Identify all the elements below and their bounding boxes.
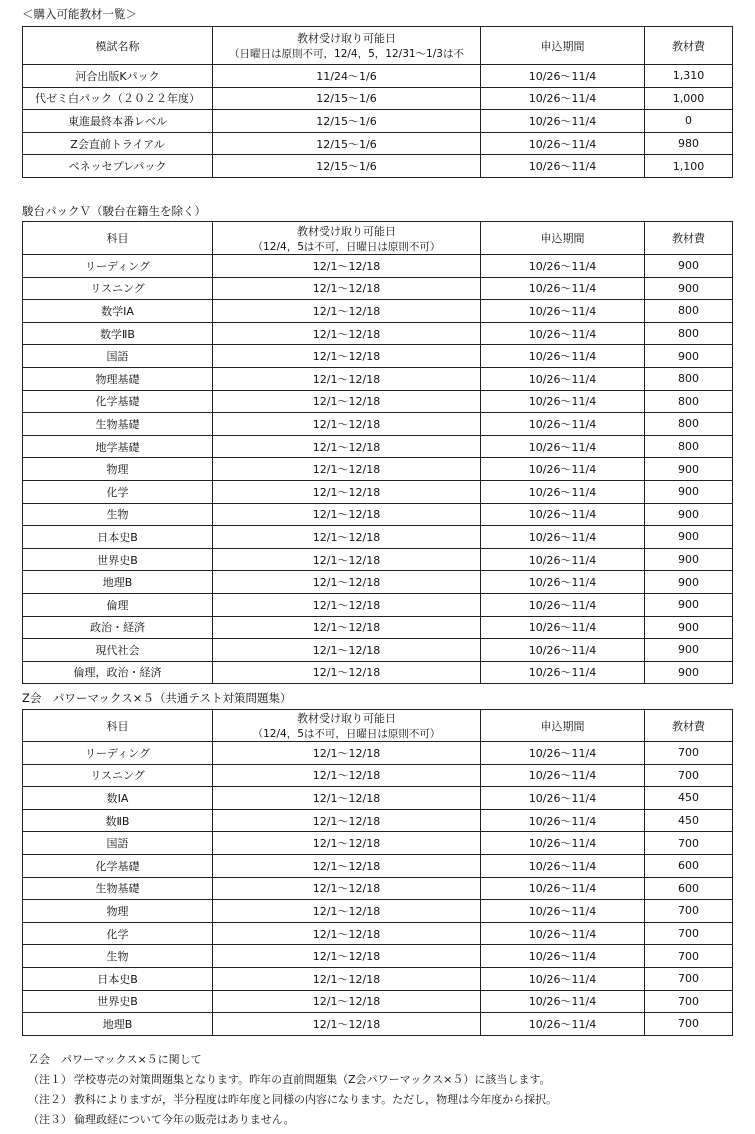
subject-cell: 生物基礎	[23, 877, 213, 900]
receive-date-cell: 12/1～12/18	[213, 787, 481, 810]
fee-cell: 900	[645, 458, 733, 481]
note-text: 教科によりますが，半分程度は昨年度と同様の内容になります。ただし，物理は今年度から採択。	[74, 1093, 558, 1106]
fee-cell: 900	[645, 548, 733, 571]
application-period-cell: 10/26～11/4	[481, 435, 645, 458]
application-period-cell: 10/26～11/4	[481, 742, 645, 765]
receive-date-cell: 12/1～12/18	[213, 435, 481, 458]
table-row	[23, 639, 733, 662]
fee-cell: 900	[645, 593, 733, 616]
receive-date-cell: 12/1～12/18	[213, 345, 481, 368]
receive-date-cell: 12/1～12/18	[213, 832, 481, 855]
exam-name-cell: Z会直前トライアル	[23, 132, 213, 155]
fee-cell: 900	[645, 616, 733, 639]
header-fee: 教材費	[645, 710, 733, 742]
fee-cell: 700	[645, 1013, 733, 1036]
application-period-cell: 10/26～11/4	[481, 967, 645, 990]
fee-cell: 600	[645, 854, 733, 877]
table-row	[23, 345, 733, 368]
receive-date-cell: 12/1～12/18	[213, 945, 481, 968]
application-period-cell: 10/26～11/4	[481, 300, 645, 323]
fee-cell: 700	[645, 900, 733, 923]
receive-date-cell: 12/1～12/18	[213, 900, 481, 923]
header-receive-line2: （12/4，5は不可，日曜日は原則不可）	[252, 728, 441, 740]
fee-cell: 800	[645, 413, 733, 436]
table-row	[23, 132, 733, 155]
receive-date-cell: 12/1～12/18	[213, 593, 481, 616]
application-period-cell: 10/26～11/4	[481, 854, 645, 877]
subject-cell: 生物基礎	[23, 413, 213, 436]
table-row	[23, 110, 733, 133]
subject-cell: 国語	[23, 345, 213, 368]
subject-cell: 数ⅡB	[23, 809, 213, 832]
fee-cell: 1,000	[645, 87, 733, 110]
table-row	[23, 809, 733, 832]
application-period-cell: 10/26～11/4	[481, 548, 645, 571]
subject-cell: 生物	[23, 945, 213, 968]
receive-date-cell: 12/1～12/18	[213, 990, 481, 1013]
subject-cell: 世界史B	[23, 990, 213, 1013]
receive-date-cell: 12/1～12/18	[213, 661, 481, 684]
table-row	[23, 435, 733, 458]
application-period-cell: 10/26～11/4	[481, 809, 645, 832]
receive-date-cell: 12/1～12/18	[213, 967, 481, 990]
fee-cell: 900	[645, 639, 733, 662]
receive-date-cell: 12/1～12/18	[213, 367, 481, 390]
receive-date-cell: 12/1～12/18	[213, 390, 481, 413]
application-period-cell: 10/26～11/4	[481, 87, 645, 110]
application-period-cell: 10/26～11/4	[481, 322, 645, 345]
table2-header-row	[23, 222, 733, 255]
fee-cell: 700	[645, 990, 733, 1013]
notes-list	[28, 1070, 557, 1130]
table-row	[23, 616, 733, 639]
receive-date-cell: 12/1～12/18	[213, 571, 481, 594]
subject-cell: リスニング	[23, 277, 213, 300]
fee-cell: 0	[645, 110, 733, 133]
table-row	[23, 854, 733, 877]
table3-caption: Z会 パワーマックス×５（共通テスト対策問題集）	[22, 691, 292, 705]
table1-caption: ＜購入可能教材一覧＞	[22, 7, 137, 21]
fee-cell: 700	[645, 922, 733, 945]
table-row	[23, 967, 733, 990]
table-row	[23, 764, 733, 787]
header-receive	[213, 710, 481, 742]
table-row	[23, 367, 733, 390]
table1-header-row	[23, 27, 733, 65]
subject-cell: 化学基礎	[23, 390, 213, 413]
application-period-cell: 10/26～11/4	[481, 255, 645, 278]
subject-cell: 現代社会	[23, 639, 213, 662]
table-row	[23, 787, 733, 810]
receive-date-cell: 12/1～12/18	[213, 922, 481, 945]
table-row	[23, 900, 733, 923]
subject-cell: 地理B	[23, 571, 213, 594]
receive-date-cell: 12/1～12/18	[213, 503, 481, 526]
application-period-cell: 10/26～11/4	[481, 616, 645, 639]
application-period-cell: 10/26～11/4	[481, 639, 645, 662]
table-row	[23, 458, 733, 481]
table-row	[23, 87, 733, 110]
fee-cell: 800	[645, 390, 733, 413]
header-receive-line2: （日曜日は原則不可，12/4，5，12/31～1/3は不	[229, 48, 464, 60]
table-row	[23, 65, 733, 88]
subject-cell: 化学	[23, 480, 213, 503]
fee-cell: 980	[645, 132, 733, 155]
receive-date-cell: 12/1～12/18	[213, 300, 481, 323]
table-row	[23, 661, 733, 684]
header-receive-line1: 教材受け取り可能日	[297, 712, 396, 725]
receive-date-cell: 12/15～1/6	[213, 87, 481, 110]
receive-date-cell: 12/1～12/18	[213, 742, 481, 765]
table2-body	[23, 255, 733, 684]
receive-date-cell: 12/1～12/18	[213, 480, 481, 503]
header-period: 申込期間	[481, 27, 645, 65]
header-receive-line2: （12/4，5は不可，日曜日は原則不可）	[252, 240, 441, 253]
fee-cell: 450	[645, 809, 733, 832]
application-period-cell: 10/26～11/4	[481, 503, 645, 526]
header-receive	[213, 222, 481, 255]
receive-date-cell: 12/1～12/18	[213, 458, 481, 481]
fee-cell: 900	[645, 503, 733, 526]
application-period-cell: 10/26～11/4	[481, 110, 645, 133]
table-row	[23, 742, 733, 765]
table3-header-row	[23, 710, 733, 742]
subject-cell: 化学基礎	[23, 854, 213, 877]
fee-cell: 900	[645, 571, 733, 594]
receive-date-cell: 12/1～12/18	[213, 809, 481, 832]
application-period-cell: 10/26～11/4	[481, 277, 645, 300]
fee-cell: 800	[645, 367, 733, 390]
header-period: 申込期間	[481, 710, 645, 742]
receive-date-cell: 12/1～12/18	[213, 764, 481, 787]
table-row	[23, 571, 733, 594]
table-row	[23, 945, 733, 968]
table-row	[23, 480, 733, 503]
receive-date-cell: 12/1～12/18	[213, 255, 481, 278]
application-period-cell: 10/26～11/4	[481, 1013, 645, 1036]
fee-cell: 900	[645, 661, 733, 684]
receive-date-cell: 12/15～1/6	[213, 110, 481, 133]
receive-date-cell: 12/1～12/18	[213, 548, 481, 571]
receive-date-cell: 12/1～12/18	[213, 639, 481, 662]
header-receive-line1: 教材受け取り可能日	[297, 224, 396, 238]
application-period-cell: 10/26～11/4	[481, 458, 645, 481]
application-period-cell: 10/26～11/4	[481, 945, 645, 968]
application-period-cell: 10/26～11/4	[481, 571, 645, 594]
subject-cell: リーディング	[23, 742, 213, 765]
subject-cell: 世界史B	[23, 548, 213, 571]
table2-caption: 駿台パックＶ（駿台在籍生を除く）	[22, 204, 206, 218]
notes	[28, 1050, 557, 1130]
subject-cell: 数ⅠA	[23, 787, 213, 810]
fee-cell: 900	[645, 526, 733, 549]
application-period-cell: 10/26～11/4	[481, 990, 645, 1013]
header-period: 申込期間	[481, 222, 645, 255]
subject-cell: 物理	[23, 458, 213, 481]
note-text: 学校専売の対策問題集となります。昨年の直前問題集（Z会パワーマックス×５）に該当します。	[74, 1073, 551, 1086]
fee-cell: 900	[645, 345, 733, 368]
application-period-cell: 10/26～11/4	[481, 367, 645, 390]
subject-cell: 倫理，政治・経済	[23, 661, 213, 684]
exam-name-cell: ベネッセプレパック	[23, 155, 213, 178]
table-row	[23, 526, 733, 549]
table-row	[23, 548, 733, 571]
table1	[22, 26, 733, 178]
note-tag: （注２）	[28, 1093, 72, 1106]
fee-cell: 800	[645, 322, 733, 345]
application-period-cell: 10/26～11/4	[481, 132, 645, 155]
note-item	[28, 1090, 557, 1110]
fee-cell: 700	[645, 742, 733, 765]
subject-cell: 倫理	[23, 593, 213, 616]
receive-date-cell: 12/1～12/18	[213, 277, 481, 300]
receive-date-cell: 11/24～1/6	[213, 65, 481, 88]
table-row	[23, 832, 733, 855]
application-period-cell: 10/26～11/4	[481, 345, 645, 368]
subject-cell: 生物	[23, 503, 213, 526]
application-period-cell: 10/26～11/4	[481, 155, 645, 178]
fee-cell: 1,310	[645, 65, 733, 88]
application-period-cell: 10/26～11/4	[481, 922, 645, 945]
table3	[22, 709, 733, 1036]
note-tag: （注３）	[28, 1113, 72, 1126]
header-fee: 教材費	[645, 222, 733, 255]
table-row	[23, 877, 733, 900]
fee-cell: 800	[645, 435, 733, 458]
application-period-cell: 10/26～11/4	[481, 526, 645, 549]
table-row	[23, 255, 733, 278]
note-tag: （注１）	[28, 1073, 72, 1086]
table-row	[23, 155, 733, 178]
receive-date-cell: 12/15～1/6	[213, 132, 481, 155]
subject-cell: 地理B	[23, 1013, 213, 1036]
table-row	[23, 277, 733, 300]
receive-date-cell: 12/1～12/18	[213, 526, 481, 549]
application-period-cell: 10/26～11/4	[481, 593, 645, 616]
header-subject: 科目	[23, 710, 213, 742]
fee-cell: 900	[645, 277, 733, 300]
subject-cell: 政治・経済	[23, 616, 213, 639]
table-row	[23, 990, 733, 1013]
application-period-cell: 10/26～11/4	[481, 900, 645, 923]
table-row	[23, 503, 733, 526]
header-receive-line1: 教材受け取り可能日	[297, 32, 396, 45]
fee-cell: 900	[645, 255, 733, 278]
subject-cell: 日本史B	[23, 526, 213, 549]
subject-cell: 日本史B	[23, 967, 213, 990]
header-name: 模試名称	[23, 27, 213, 65]
subject-cell: 数学ⅡB	[23, 322, 213, 345]
application-period-cell: 10/26～11/4	[481, 390, 645, 413]
application-period-cell: 10/26～11/4	[481, 65, 645, 88]
header-receive	[213, 27, 481, 65]
subject-cell: 地学基礎	[23, 435, 213, 458]
fee-cell: 700	[645, 967, 733, 990]
note-item	[28, 1110, 557, 1130]
fee-cell: 1,100	[645, 155, 733, 178]
fee-cell: 900	[645, 480, 733, 503]
receive-date-cell: 12/1～12/18	[213, 413, 481, 436]
application-period-cell: 10/26～11/4	[481, 764, 645, 787]
note-text: 倫理政経について今年の販売はありません。	[74, 1113, 295, 1126]
receive-date-cell: 12/1～12/18	[213, 854, 481, 877]
receive-date-cell: 12/1～12/18	[213, 877, 481, 900]
fee-cell: 600	[645, 877, 733, 900]
receive-date-cell: 12/1～12/18	[213, 616, 481, 639]
note-item	[28, 1070, 557, 1090]
exam-name-cell: 代ゼミ白パック（２０２２年度）	[23, 87, 213, 110]
table-row	[23, 390, 733, 413]
table1-body	[23, 65, 733, 178]
subject-cell: 化学	[23, 922, 213, 945]
application-period-cell: 10/26～11/4	[481, 661, 645, 684]
fee-cell: 700	[645, 945, 733, 968]
subject-cell: リスニング	[23, 764, 213, 787]
fee-cell: 450	[645, 787, 733, 810]
header-subject: 科目	[23, 222, 213, 255]
table2	[22, 221, 733, 684]
application-period-cell: 10/26～11/4	[481, 832, 645, 855]
subject-cell: 物理	[23, 900, 213, 923]
subject-cell: 物理基礎	[23, 367, 213, 390]
table-row	[23, 1013, 733, 1036]
table3-body	[23, 742, 733, 1036]
table-row	[23, 413, 733, 436]
fee-cell: 700	[645, 832, 733, 855]
application-period-cell: 10/26～11/4	[481, 413, 645, 436]
exam-name-cell: 河合出版Kパック	[23, 65, 213, 88]
receive-date-cell: 12/1～12/18	[213, 1013, 481, 1036]
table-row	[23, 593, 733, 616]
fee-cell: 700	[645, 764, 733, 787]
exam-name-cell: 東進最終本番レベル	[23, 110, 213, 133]
receive-date-cell: 12/15～1/6	[213, 155, 481, 178]
table-row	[23, 922, 733, 945]
table-row	[23, 300, 733, 323]
subject-cell: 国語	[23, 832, 213, 855]
table-row	[23, 322, 733, 345]
application-period-cell: 10/26～11/4	[481, 480, 645, 503]
header-fee: 教材費	[645, 27, 733, 65]
application-period-cell: 10/26～11/4	[481, 877, 645, 900]
receive-date-cell: 12/1～12/18	[213, 322, 481, 345]
application-period-cell: 10/26～11/4	[481, 787, 645, 810]
notes-heading: Ｚ会 パワーマックス×５に関して	[28, 1053, 202, 1066]
subject-cell: リーディング	[23, 255, 213, 278]
subject-cell: 数学ⅠA	[23, 300, 213, 323]
fee-cell: 800	[645, 300, 733, 323]
